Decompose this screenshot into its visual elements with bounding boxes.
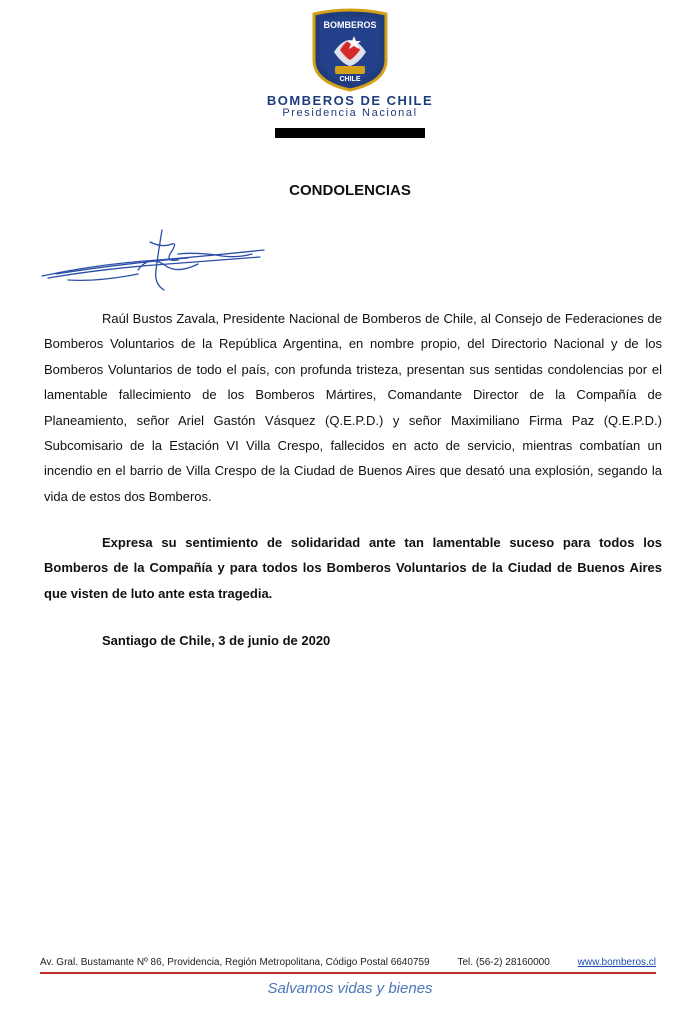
footer-divider-line bbox=[40, 972, 656, 974]
footer-slogan: Salvamos vidas y bienes bbox=[267, 980, 433, 997]
website-link[interactable]: www.bomberos.cl bbox=[577, 957, 656, 968]
bomberos-shield-logo-icon bbox=[310, 8, 390, 92]
handwritten-signature-icon bbox=[38, 224, 268, 296]
footer-address-text: Av. Gral. Bustamante Nº 86, Providencia, Región Metropolitana, Código Postal 6640759 bbox=[40, 957, 430, 968]
solidarity-paragraph: Expresa su sentimiento de solidaridad ante tan lamentable suceso para todos los Bomberos de la Compañía y para todos los Bomberos Voluntarios de la Ciudad de Buenos Aires que visten de luto ante esta tragedia. bbox=[44, 535, 662, 601]
organization-subtitle: Presidencia Nacional bbox=[282, 107, 418, 119]
document-title: CONDOLENCIAS bbox=[289, 182, 411, 199]
header-divider-bar bbox=[275, 128, 425, 138]
footer-phone: Tel. (56-2) 28160000 bbox=[457, 957, 550, 968]
footer-contact bbox=[40, 957, 656, 968]
place-and-date: Santiago de Chile, 3 de junio de 2020 bbox=[102, 633, 331, 648]
logo-top-text: BOMBEROS bbox=[323, 20, 377, 30]
logo-bottom-text: CHILE bbox=[339, 76, 361, 83]
organization-name: BOMBEROS DE CHILE bbox=[266, 93, 434, 108]
condolence-paragraph: Raúl Bustos Zavala, Presidente Nacional de Bomberos de Chile, al Consejo de Federaciones de Bomberos Voluntarios de la República Argentina, en nombre propio, del Directorio Nacional y de los Bomberos Voluntarios de todo el país, con profunda tristeza, presentan sus sentidas condolencias por el lamentable fallecimiento de los Bomberos Mártires, Comandante Director de la Compañía de Planeamiento, señor Ariel Gastón Vásquez (Q.E.P.D.) y señor Maximiliano Firma Paz (Q.E.P.D.) Subcomisario de la Estación VI Villa Crespo, fallecidos en acto de servicio, mientras combatían un incendio en el barrio de Villa Crespo de la Ciudad de Buenos Aires que desató una explosión, segando la vida de estos dos Bomberos. bbox=[44, 311, 662, 504]
